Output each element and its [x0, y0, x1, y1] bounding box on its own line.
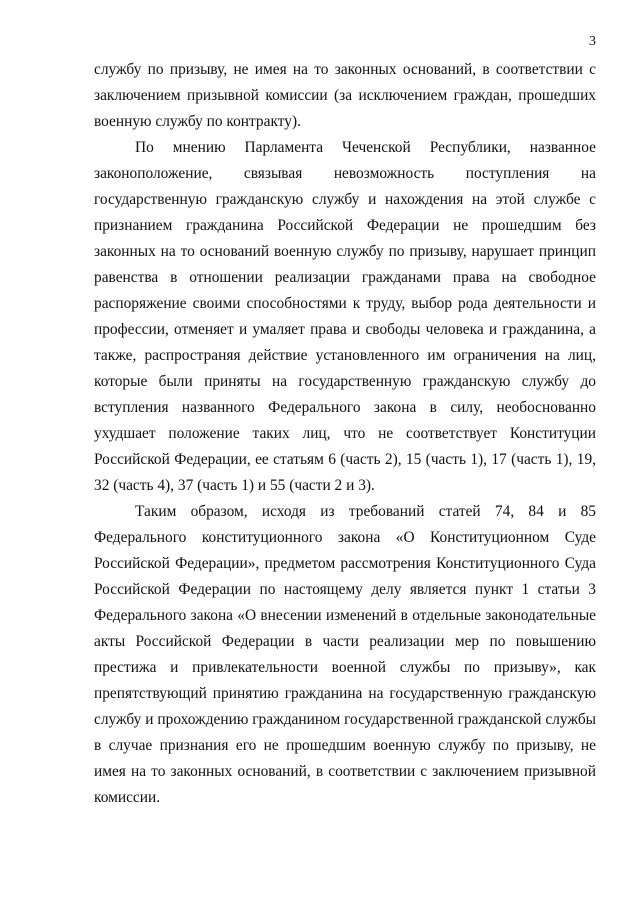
page-number: 3 — [589, 34, 596, 49]
paragraph-continuation: службу по призыву, не имея на то законных оснований, в соответствии с заключением призывной комиссии (за исключением граждан, прошедших военную службу по контракту). — [94, 61, 596, 130]
paragraph-parliament-opinion: По мнению Парламента Чеченской Республики, названное законоположение, связывая невозможность поступления на государственную гражданскую службу и нахождения на этой службе с признанием гражданина Российской Федерации не прошедшим без законных на то оснований военную службу по призыву, нарушает принцип равенства в отношении реализации гражданами права на свободное распоряжение своими способностями к труду, выбор рода деятельности и профессии, отменяет и умаляет права и свободы человека и гражданина, а также, распространяя действие установленного им ограничения на лиц, которые были приняты на государственную гражданскую службу до вступления названного Федерального закона в силу, необоснованно ухудшает положение таких лиц, что не соответствует Конституции Российской Федерации, ее статьям 6 (часть 2), 15 (часть 1), 17 (часть 1), 19, 32 (часть 4), 37 (часть 1) и 55 (части 2 и 3). — [94, 139, 596, 494]
document-body — [94, 57, 596, 811]
paragraph-subject-of-review: Таким образом, исходя из требований статей 74, 84 и 85 Федерального конституционного закона «О Конституционном Суде Российской Федерации», предметом рассмотрения Конституционного Суда Российской Федерации по настоящему делу является пункт 1 статьи 3 Федерального закона «О внесении изменений в отдельные законодательные акты Российской Федерации в части реализации мер по повышению престижа и привлекательности военной службы по призыву», как препятствующий принятию гражданина на государственную гражданскую службу и прохождению гражданином государственной гражданской службы в случае признания его не прошедшим военную службу по призыву, не имея на то законных оснований, в соответствии с заключением призывной комиссии. — [94, 503, 596, 806]
